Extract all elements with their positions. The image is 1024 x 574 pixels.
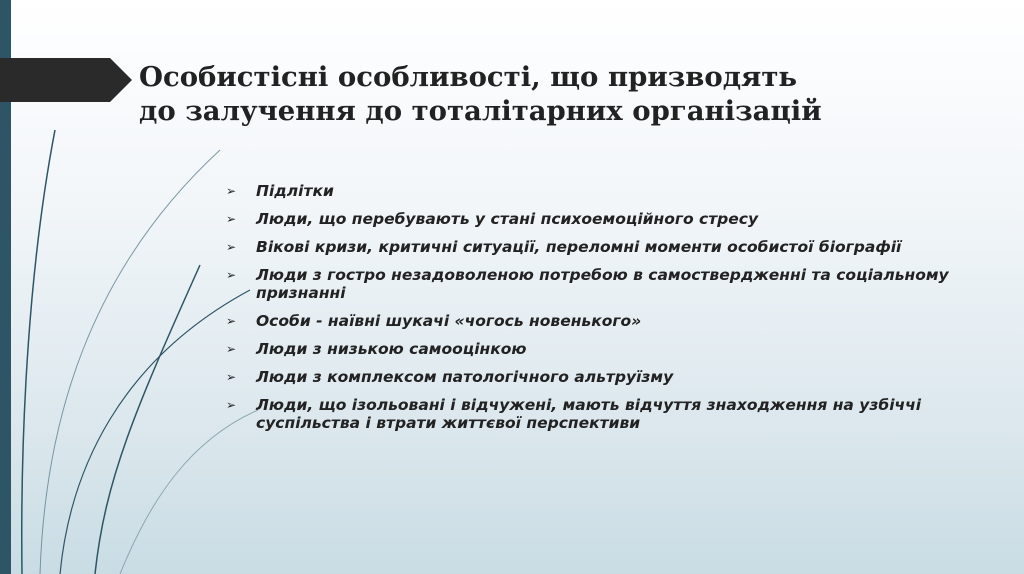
list-item-text: Особи - наївні шукачі «чогось новенького»: [256, 312, 642, 330]
arrowhead-bullet-icon: ➢: [226, 342, 237, 356]
list-item-text: Люди з гостро незадоволеною потребою в самоствердженні та соціальному признанні: [256, 266, 949, 302]
list-item-text: Люди, що ізольовані і відчужені, мають відчуття знаходження на узбіччі суспільства і втрати життєвої перспективи: [256, 396, 922, 432]
title-line-1: Особистісні особливості, що призводять: [139, 61, 798, 93]
arrowhead-bullet-icon: ➢: [226, 240, 237, 254]
arrowhead-bullet-icon: ➢: [226, 184, 237, 198]
list-item-text: Люди з низькою самооцінкою: [256, 340, 527, 358]
arrowhead-bullet-icon: ➢: [226, 314, 237, 328]
arrowhead-bullet-icon: ➢: [226, 370, 237, 384]
list-item-text: Люди з комплексом патологічного альтруїзму: [256, 368, 674, 386]
list-item: [226, 340, 966, 358]
list-item: [226, 312, 966, 330]
list-item-text: Люди, що перебувають у стані психоемоційного стресу: [256, 210, 759, 228]
arrowhead-bullet-icon: ➢: [226, 212, 237, 226]
list-item: [226, 182, 966, 200]
list-item-text: Вікові кризи, критичні ситуації, переломні моменти особистої біографії: [256, 238, 902, 256]
list-item: [226, 210, 966, 228]
slide-title: [139, 60, 999, 128]
list-item: [226, 368, 966, 386]
list-item: [226, 266, 966, 302]
list-item: [226, 396, 966, 432]
arrowhead-bullet-icon: ➢: [226, 398, 237, 412]
title-line-2: до залучення до тоталітарних організацій: [139, 95, 822, 127]
title-marker-arrow: [0, 58, 132, 102]
bullet-list: [226, 182, 966, 442]
list-item: [226, 238, 966, 256]
list-item-text: Підлітки: [256, 182, 334, 200]
arrowhead-bullet-icon: ➢: [226, 268, 237, 282]
